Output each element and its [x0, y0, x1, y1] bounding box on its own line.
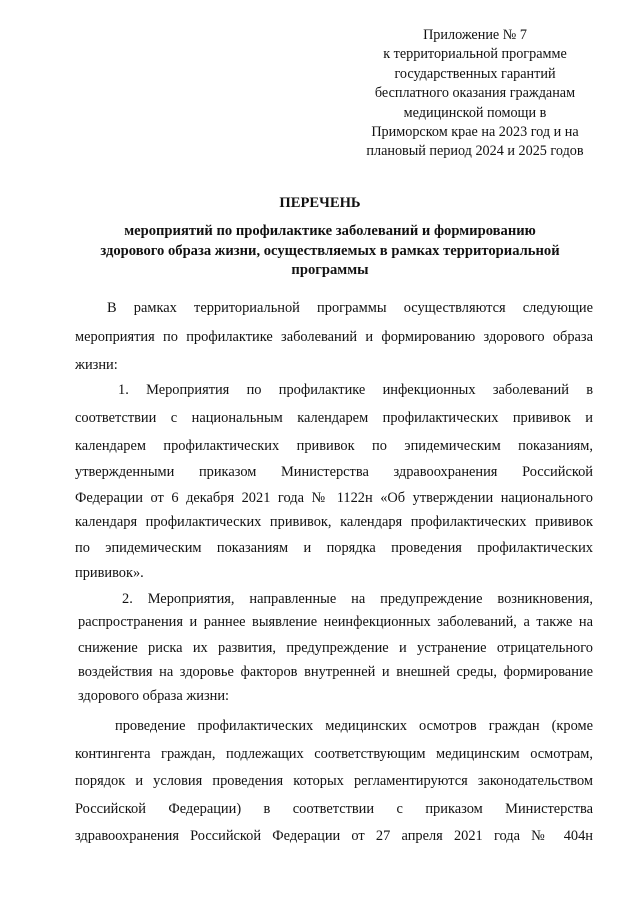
paragraph-3-line: распространения и раннее выявление неинфекционных заболеваний, а также на	[78, 614, 593, 630]
paragraph-1-line: мероприятия по профилактике заболеваний и формированию здорового образа	[75, 329, 593, 345]
appendix-line: медицинской помощи в	[403, 104, 547, 121]
paragraph-2-line: календарем профилактических прививок по эпидемическим показаниям,	[75, 438, 593, 454]
paragraph-4-line: порядок и условия проведения которых регламентируются законодательством	[75, 773, 593, 789]
appendix-line: Приморском крае на 2023 год и на	[371, 124, 579, 141]
subtitle-line: здорового образа жизни, осуществляемых в рамках территориальной	[100, 242, 560, 259]
appendix-line: Приложение № 7	[423, 27, 527, 43]
appendix-line: плановый период 2024 и 2025 годов	[366, 143, 584, 160]
paragraph-4-line: здравоохранения Российской Федерации от 27 апреля 2021 года № 404н	[75, 828, 593, 844]
paragraph-1-line: В рамках территориальной программы осуществляются следующие	[107, 300, 593, 316]
paragraph-2-line: прививок».	[75, 565, 144, 581]
appendix-line: государственных гарантий	[394, 65, 556, 82]
paragraph-2-line: Федерации от 6 декабря 2021 года № 1122н «Об утверждении национального	[75, 490, 593, 506]
paragraph-3-line: воздействия на здоровье факторов внутренней и внешней среды, формирование	[78, 664, 593, 680]
paragraph-2-line: календаря профилактических прививок, календаря профилактических прививок	[75, 514, 593, 530]
appendix-line: к территориальной программе	[383, 46, 567, 63]
document-title: ПЕРЕЧЕНЬ	[279, 195, 361, 211]
paragraph-4-line: Российской Федерации) в соответствии с приказом Министерства	[75, 801, 593, 817]
paragraph-2-line: 1. Мероприятия по профилактике инфекционных заболеваний в	[118, 382, 593, 398]
subtitle-line: программы	[291, 262, 369, 279]
paragraph-4-line: контингента граждан, подлежащих соответствующим медицинским осмотрам,	[75, 746, 593, 762]
paragraph-4-line: проведение профилактических медицинских осмотров граждан (кроме	[115, 718, 593, 734]
paragraph-2-line: соответствии с национальным календарем профилактических прививок и	[75, 410, 593, 426]
paragraph-1-line: жизни:	[75, 357, 118, 373]
paragraph-2-line: по эпидемическим показаниям и порядка проведения профилактических	[75, 540, 593, 556]
paragraph-3-line: снижение риска их развития, предупреждение и устранение отрицательного	[78, 640, 593, 656]
appendix-line: бесплатного оказания гражданам	[374, 85, 576, 102]
paragraph-3-line: 2. Мероприятия, направленные на предупреждение возникновения,	[122, 591, 593, 607]
paragraph-2-line: утвержденными приказом Министерства здравоохранения Российской	[75, 464, 593, 480]
subtitle-line: мероприятий по профилактике заболеваний и формированию	[124, 223, 536, 239]
paragraph-3-line: здорового образа жизни:	[78, 688, 230, 704]
